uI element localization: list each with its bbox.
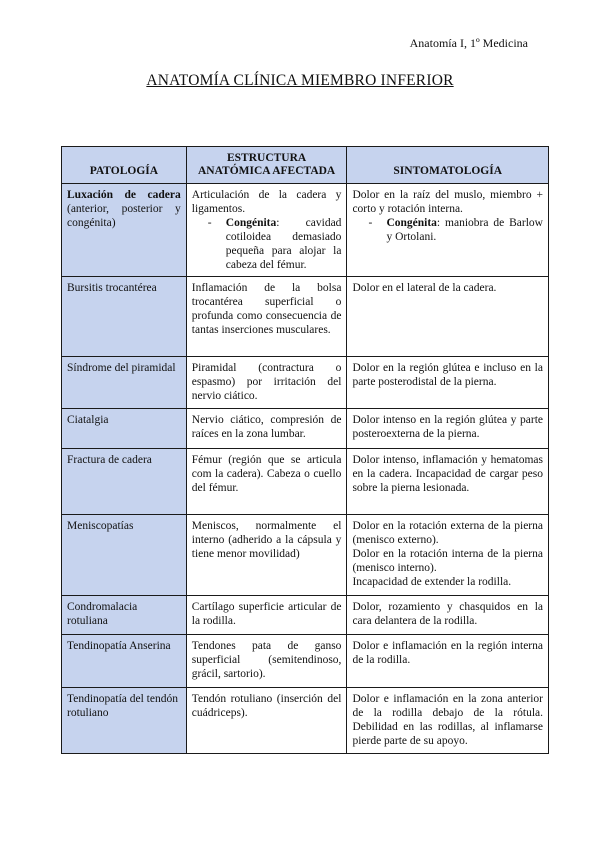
structure-text: Tendones pata de ganso superficial (semitendinoso, grácil, sartorio). [191, 640, 342, 680]
pathology-cell [62, 688, 187, 754]
header-note: Anatomía I, 1º Medicina [409, 36, 528, 50]
symptoms-text: Dolor, rozamiento y chasquidos en la cara delantera de la rodilla. [352, 601, 543, 627]
table-row [62, 596, 549, 635]
symptoms-text: Dolor intenso, inflamación y hematomas en la cadera. Incapacidad de cargar peso sobre la pierna lesionada. [352, 454, 543, 494]
structure-sub-item: - Congénita: cavidad cotiloidea demasiado pequeña para alojar la cabeza del fémur. [207, 217, 342, 271]
structure-text: Fémur (región que se articula com la cadera). Cabeza o cuello del fémur. [191, 454, 342, 494]
symptoms-text: Dolor intenso en la región glútea y parte posteroexterna de la pierna. [352, 414, 543, 440]
pathology-cell [62, 409, 187, 449]
pathology-name: Fractura de cadera [67, 454, 152, 466]
structure-text: Nervio ciático, compresión de raíces en la zona lumbar. [191, 414, 342, 440]
symptoms-cell [347, 277, 549, 357]
sub-item-label: Congénita [386, 217, 437, 229]
pathology-name: Meniscopatías [67, 520, 134, 532]
column-header-symptoms: SINTOMATOLOGÍA [347, 147, 549, 184]
pathology-name: Bursitis trocantérea [67, 282, 157, 294]
structure-cell [186, 409, 347, 449]
symptoms-cell [347, 357, 549, 409]
table-row [62, 635, 549, 688]
sub-item-text: : maniobra de Barlow y Ortolani. [386, 217, 543, 243]
pathology-name: Síndrome del piramidal [67, 362, 176, 374]
document-title: ANATOMÍA CLÍNICA MIEMBRO INFERIOR [146, 72, 454, 89]
column-header-structure: ESTRUCTURA ANATÓMICA AFECTADA [186, 147, 347, 184]
symptoms-text: Dolor en la región glútea e incluso en la parte posterodistal de la pierna. [352, 362, 543, 388]
table-row [62, 277, 549, 357]
symptoms-line: Dolor en la rotación interna de la pierna (menisco interno). [352, 548, 543, 574]
symptoms-line: Incapacidad de extender la rodilla. [352, 576, 512, 588]
sub-item-text: : cavidad cotiloidea demasiado pequeña para alojar la cabeza del fémur. [225, 217, 342, 271]
structure-cell [186, 515, 347, 596]
pathology-cell [62, 357, 187, 409]
table-row [62, 184, 549, 277]
symptoms-cell [347, 449, 549, 515]
structure-text: Inflamación de la bolsa trocantérea superficial o profunda como consecuencia de tantas inserciones musculares. [191, 282, 342, 336]
pathology-name: Tendinopatía del tendón rotuliano [67, 693, 178, 719]
table-row [62, 409, 549, 449]
symptoms-cell [347, 688, 549, 754]
structure-cell [186, 449, 347, 515]
structure-cell [186, 277, 347, 357]
structure-text: Meniscos, normalmente el interno (adherido a la cápsula y tiene menor movilidad) [191, 520, 342, 560]
table-row [62, 449, 549, 515]
structure-cell [186, 596, 347, 635]
symptoms-sub-item: - Congénita: maniobra de Barlow y Ortolani. [368, 217, 543, 243]
structure-text: Articulación de la cadera y ligamentos. [191, 189, 342, 215]
symptoms-line: Dolor en la rotación externa de la pierna (menisco externo). [352, 520, 543, 546]
structure-text: Cartílago superficie articular de la rodilla. [191, 601, 342, 627]
structure-cell [186, 635, 347, 688]
structure-text: Piramidal (contractura o espasmo) por irritación del nervio ciático. [191, 362, 342, 402]
structure-text: Tendón rotuliano (inserción del cuádriceps). [191, 693, 342, 719]
pathology-name: Tendinopatía Anserina [67, 640, 171, 652]
symptoms-text: Dolor e inflamación en la región interna de la rodilla. [352, 640, 543, 666]
symptoms-text: Dolor e inflamación en la zona anterior de la rodilla debajo de la rótula. Debilidad en las rodillas, al inflamarse pierde parte de su apoyo. [352, 693, 543, 747]
symptoms-cell [347, 184, 549, 277]
structure-cell [186, 357, 347, 409]
symptoms-text: Dolor en el lateral de la cadera. [352, 282, 497, 294]
pathology-table [61, 146, 549, 754]
pathology-cell [62, 277, 187, 357]
structure-cell [186, 688, 347, 754]
pathology-name: Luxación de cadera [67, 189, 181, 201]
structure-cell [186, 184, 347, 277]
pathology-cell [62, 515, 187, 596]
table-row [62, 357, 549, 409]
symptoms-cell [347, 515, 549, 596]
symptoms-cell [347, 635, 549, 688]
pathology-note: (anterior, posterior y congénita) [67, 203, 181, 229]
pathology-cell [62, 596, 187, 635]
symptoms-cell [347, 409, 549, 449]
sub-item-label: Congénita [225, 217, 277, 229]
table-row [62, 515, 549, 596]
column-header-pathology: PATOLOGÍA [62, 147, 187, 184]
pathology-cell [62, 449, 187, 515]
pathology-name: Ciatalgia [67, 414, 109, 426]
symptoms-cell [347, 596, 549, 635]
symptoms-text: Dolor en la raíz del muslo, miembro + corto y rotación interna. [352, 189, 543, 215]
table-header-row [62, 147, 549, 184]
pathology-cell [62, 184, 187, 277]
table-row [62, 688, 549, 754]
pathology-cell [62, 635, 187, 688]
pathology-name: Condromalacia rotuliana [67, 601, 138, 627]
